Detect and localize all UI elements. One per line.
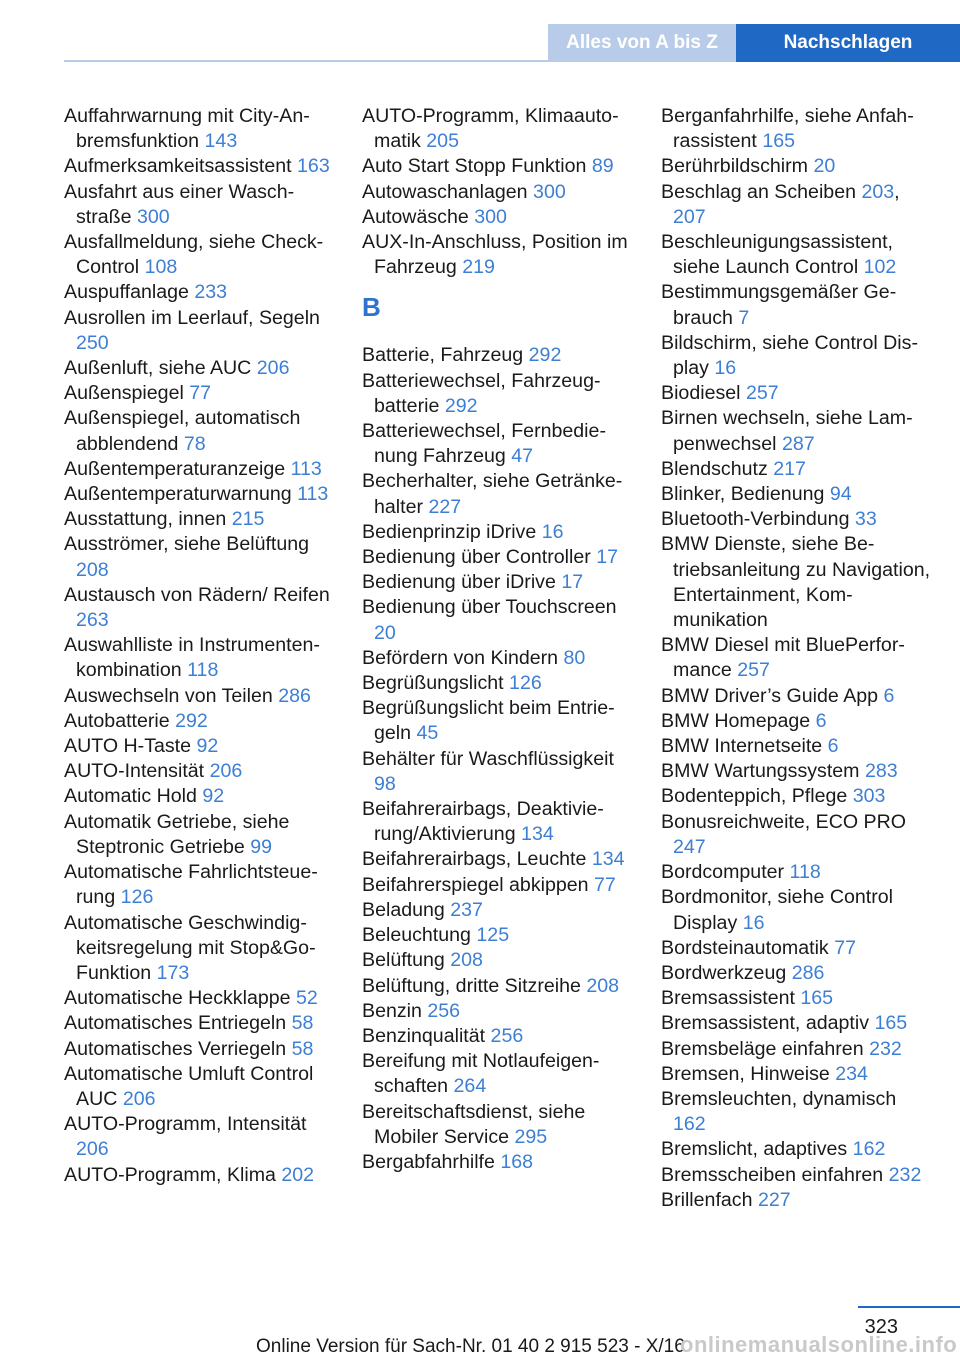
index-entry-term: Ausfahrt aus einer Waschstraße [64,180,295,228]
index-entry-term: BMW Diesel mit BluePerformance [661,634,905,682]
index-entry [661,532,931,633]
index-entry [661,482,931,507]
index-entry [362,873,632,898]
index-entry-term: Bedienung über iDrive [362,571,556,594]
index-entry [362,1100,632,1150]
index-entry-term: Bodenteppich, Pflege [661,785,848,808]
chapter-tab-active[interactable]: Nachschlagen [736,24,960,62]
page-reference-link[interactable]: 300 [533,180,566,203]
page-reference-link[interactable]: 233 [194,281,228,304]
page-reference-link[interactable]: 113 [297,483,329,506]
page-reference-link[interactable]: 283 [864,760,898,783]
index-entry [661,381,931,406]
index-entry-term: Auto Start Stopp Funktion [362,155,587,178]
index-entry-term: Behälter für Waschflüssigkeit [362,747,614,770]
page-reference-link[interactable]: 77 [189,382,212,405]
index-entry [362,948,632,973]
index-entry-term: Automatische Umluft Control AUC [64,1062,314,1110]
index-entry [362,898,632,923]
index-entry [64,1011,334,1036]
page-reference-link[interactable]: 47 [511,445,534,468]
page-reference-link[interactable]: 134 [591,848,625,871]
index-entry [64,280,334,305]
page-reference-link[interactable]: 257 [737,659,770,682]
index-entry-term: Außenluft, siehe AUC [64,357,252,380]
index-entry [64,633,334,683]
index-entry-term: Brillenfach [661,1188,753,1211]
page-reference-link[interactable]: 202 [281,1163,315,1186]
index-entry [661,784,931,809]
page-reference-link[interactable]: 206 [209,760,243,783]
index-entry [64,911,334,987]
index-entry [64,507,334,532]
page-reference-link[interactable]: 286 [791,961,825,984]
page-number: 323 [864,1316,898,1338]
index-entry-term: Automatik Getriebe, siehe Steptronic Getriebe [64,810,290,858]
index-entry [64,784,334,809]
index-entry-term: Auffahrwarnung mit City-Anbremsfunktion [64,105,310,153]
page-reference-link[interactable]: 52 [296,987,318,1010]
index-entry-term: Auswahlliste in Instrumentenkombination [64,634,320,682]
index-entry [661,1137,931,1162]
page-reference-link[interactable]: 126 [509,672,542,695]
index-entry-term: Berganfahrhilfe, siehe Anfahrassistent [661,105,914,153]
index-entry-term: Außenspiegel [64,382,184,405]
index-entry-term: Bordcomputer [661,861,785,884]
page-reference-link[interactable]: 256 [427,999,461,1022]
index-entry-term: Belüftung, dritte Sitzreihe [362,974,581,997]
index-entry-term: Bordwerkzeug [661,961,787,984]
index-entry-term: Bergabfahrhilfe [362,1150,495,1173]
page-reference-link[interactable]: 92 [196,735,219,758]
index-entry [661,1087,931,1137]
index-entry-term: Ausströmer, siehe Belüftung [64,533,310,556]
index-entry-term: Bordsteinautomatik [661,936,829,959]
index-entry [362,797,632,847]
index-entry-term: Automatisches Entriegeln [64,1012,287,1035]
index-entry-term: Birnen wechseln, siehe Lampenwechsel [661,407,913,455]
page-reference-link[interactable]: 203 [861,180,895,203]
index-entry [362,646,632,671]
page-reference-link[interactable]: 256 [490,1024,524,1047]
page-reference-link[interactable]: 227 [757,1188,791,1211]
index-entry-term: Automatic Hold [64,785,197,808]
index-entry-term: BMW Wartungssystem [661,760,860,783]
page-reference-link[interactable]: 6 [815,709,827,732]
index-entry [64,356,334,381]
index-entry [362,230,632,280]
index-entry-term: Bremsassistent [661,987,795,1010]
index-entry [362,469,632,519]
page-reference-link[interactable]: 234 [835,1062,868,1085]
index-entry [661,684,931,709]
page-reference-link[interactable]: 206 [76,1138,109,1161]
page-reference-link[interactable]: 163 [297,155,330,178]
index-entry-term: Becherhalter, siehe Getränkehalter [362,470,623,518]
page-reference-link[interactable]: 77 [834,936,856,959]
index-entry-term: Austausch von Rädern/ Reifen [64,583,330,606]
page-reference-link[interactable]: 16 [541,520,564,543]
index-entry-term: Beifahrerairbags, Deaktivierung/Aktivierung [362,798,604,846]
index-entry: Beschlag an Scheiben 203, 207 [661,180,900,228]
index-entry [64,406,334,456]
page-reference-link[interactable]: 78 [183,432,206,455]
index-entry-term: BMW Dienste, siehe Betriebsanleitung zu Navigation, Entertainment, Kommunikation [661,533,931,632]
page-reference-link[interactable]: 58 [291,1012,314,1035]
index-entry [661,230,931,280]
page-reference-link[interactable]: 17 [596,546,618,569]
page-reference-link[interactable]: 227 [428,495,462,518]
page-reference-link[interactable]: 300 [474,205,507,228]
index-entry [661,154,931,179]
index-entry [64,860,334,910]
index-entry [661,986,931,1011]
page-reference-link[interactable]: 215 [231,508,265,531]
index-entry-term: Batterie, Fahrzeug [362,344,524,367]
index-entry-term: Bonusreichweite, ECO PRO [661,810,907,833]
index-entry-term: Automatische Heckklappe [64,987,291,1010]
page-reference-link[interactable]: 286 [278,684,311,707]
index-entry [661,860,931,885]
index-entry-term: Begrüßungslicht [362,672,504,695]
index-entry [362,923,632,948]
index-entry-term: Batteriewechsel, Fernbedienung Fahrzeug [362,420,606,468]
page-reference-link[interactable]: 250 [76,331,109,354]
index-entry-term: Benzin [362,999,422,1022]
index-entry-term: Automatische Geschwindigkeitsregelung mit Stop&Go-Funktion [64,911,316,984]
index-entry [64,986,334,1011]
index-entry [661,1037,931,1062]
index-entry [362,419,632,469]
index-entry-term: Autowaschanlagen [362,180,528,203]
index-entry [362,1150,632,1175]
index-entry-term: Bestimmungsgemäßer Gebrauch [661,281,897,329]
page-reference-link[interactable]: 94 [829,483,852,506]
index-entry-term: Beschlag an Scheiben [661,180,856,203]
page-reference-link[interactable]: 263 [76,609,109,632]
index-entry [661,885,931,935]
index-entry [362,595,632,645]
index-entry-term: Ausrollen im Leerlauf, Segeln [64,306,320,329]
page-reference-link[interactable]: 207 [673,205,706,228]
page-reference-link[interactable]: 287 [781,432,815,455]
index-entry [362,747,632,797]
index-entry [362,205,632,230]
page-reference-link[interactable]: 208 [76,558,109,581]
index-entry-term: Aufmerksamkeitsassistent [64,155,292,178]
index-entry [362,154,632,179]
page-reference-link[interactable]: 33 [854,508,877,531]
page-reference-link[interactable]: 77 [594,873,616,896]
page-reference-link[interactable]: 264 [453,1075,487,1098]
page-reference-link[interactable]: 6 [827,735,839,758]
page-reference-link[interactable]: 162 [673,1113,706,1136]
index-entry-term: Bereitschaftsdienst, siehe Mobiler Service [362,1100,586,1148]
index-entry-term: Außenspiegel, automatisch abblendend [64,407,301,455]
page-reference-link[interactable]: 20 [374,621,396,644]
index-entry-term: Bremsassistent, adaptiv [661,1012,870,1035]
index-entry [661,759,931,784]
page-reference-link[interactable]: 292 [528,344,562,367]
page-reference-link[interactable]: 162 [852,1138,886,1161]
index-entry-term: Benzinqualität [362,1024,486,1047]
index-entry [661,104,931,154]
page-reference-link[interactable]: 58 [291,1037,314,1060]
page-reference-link[interactable]: 118 [789,861,821,884]
page-reference-link[interactable]: 165 [874,1012,908,1035]
index-entry [661,1163,931,1188]
letter-heading: B [362,292,381,323]
index-entry [362,696,632,746]
page-reference-link[interactable]: 208 [450,949,483,972]
index-entry-term: Berührbildschirm [661,155,809,178]
index-entry-term: Bremsscheiben einfahren [661,1163,884,1186]
page-reference-link[interactable]: 217 [773,457,806,480]
index-entry [64,810,334,860]
page-reference-link[interactable]: 6 [883,684,895,707]
index-entry-term: AUTO-Programm, Klima [64,1163,276,1186]
index-column-3 [661,104,931,1213]
index-entry-term: Bedienprinzip iDrive [362,520,537,543]
index-entry [661,961,931,986]
index-entry [661,936,931,961]
page-reference-link[interactable]: 295 [514,1125,548,1148]
index-entry-term: Bordmonitor, siehe Control Display [661,886,893,934]
index-entry [362,671,632,696]
index-entry [362,369,632,419]
page-reference-link[interactable]: 165 [762,130,796,153]
page-reference-link[interactable]: 98 [374,772,396,795]
index-entry-term: AUTO-Intensität [64,760,205,783]
index-entry [362,180,632,205]
index-entry [64,381,334,406]
index-entry [64,104,334,154]
index-entry [64,532,334,582]
index-entry-term: Blendschutz [661,457,768,480]
page-reference-link[interactable]: 165 [800,987,834,1010]
index-entry-term: Bereifung mit Notlaufeigenschaften [362,1050,600,1098]
page-reference-link[interactable]: 232 [869,1037,902,1060]
page-reference-link[interactable]: 208 [586,974,620,997]
index-entry-term: BMW Driver’s Guide App [661,684,879,707]
index-entry-term: Blinker, Bedienung [661,483,825,506]
index-entry [661,810,931,860]
index-entry [362,974,632,999]
page-reference-link[interactable]: 102 [863,256,897,279]
index-entry [64,482,334,507]
index-column-2 [362,104,632,1175]
index-entry-term: Autobatterie [64,709,170,732]
watermark: onlinemanualsonline.info [680,1332,958,1357]
index-entry [362,520,632,545]
index-entry [661,280,931,330]
index-entry-term: Belüftung [362,949,445,972]
index-entry [661,1188,931,1213]
index-entry-term: Automatisches Verriegeln [64,1037,287,1060]
index-entry [661,734,931,759]
page-reference-link[interactable]: 247 [673,835,706,858]
index-entry [661,331,931,381]
index-entry [64,709,334,734]
index-entry [661,709,931,734]
page-reference-link[interactable]: 113 [290,457,322,480]
index-entry-term: BMW Internetseite [661,735,823,758]
page-reference-link[interactable]: 108 [144,256,178,279]
index-entry-term: Außentemperaturanzeige [64,457,286,480]
page-reference-link[interactable]: 125 [476,924,510,947]
index-entry-term: Auspuffanlage [64,281,189,304]
index-entry [64,583,334,633]
index-entry-term: Beifahrerspiegel abkippen [362,873,589,896]
index-entry [661,507,931,532]
page-reference-link[interactable]: 168 [500,1150,534,1173]
page-reference-link[interactable]: 173 [156,961,190,984]
index-entry [64,1062,334,1112]
footer-rule [858,1306,960,1308]
index-entry-term: AUTO H-Taste [64,735,192,758]
index-entry-term: Außentemperaturwarnung [64,483,292,506]
section-tab[interactable]: Alles von A bis Z [548,24,736,62]
index-entry [661,1062,931,1087]
index-entry-term: Befördern von Kindern [362,646,559,669]
page-reference-link[interactable]: 118 [187,659,219,682]
index-entry-term: Beifahrerairbags, Leuchte [362,848,587,871]
index-entry [362,1049,632,1099]
index-entry [64,180,334,230]
page-reference-link[interactable]: 80 [563,646,586,669]
index-entry-term: Ausstattung, innen [64,508,227,531]
index-entry [64,306,334,356]
page-reference-link[interactable]: 16 [714,357,737,380]
index-entry [64,684,334,709]
index-entry [362,104,632,154]
index-entry [362,343,632,368]
index-entry [661,1011,931,1036]
page-reference-link[interactable]: 206 [122,1087,156,1110]
page-reference-link[interactable]: 232 [888,1163,922,1186]
index-entry [64,1112,334,1162]
page-reference-link[interactable]: 143 [204,130,238,153]
index-entry-term: Biodiesel [661,382,741,405]
index-entry-term: Beschleunigungsassistent, siehe Launch Control [661,231,894,279]
index-entry [64,734,334,759]
index-entry [362,570,632,595]
index-entry-term: Autowäsche [362,205,469,228]
index-entry [64,457,334,482]
page-reference-link[interactable]: 292 [444,394,478,417]
index-entry-term: Bedienung über Touchscreen [362,596,617,619]
index-entry-term: Automatische Fahrlichtsteuerung [64,861,318,909]
index-entry-term: Bildschirm, siehe Control Display [661,331,918,380]
page-reference-link[interactable]: 134 [521,823,554,846]
page-reference-link[interactable]: 206 [256,357,290,380]
page-reference-link[interactable]: 126 [120,886,154,909]
page-reference-link[interactable]: 92 [202,785,225,808]
index-entry [64,230,334,280]
index-entry [661,457,931,482]
index-entry [64,1163,334,1188]
index-entry-term: Bremslicht, adaptives [661,1138,848,1161]
index-entry-term: Ausfallmeldung, siehe Check-Control [64,231,324,279]
index-entry [661,633,931,683]
page-reference-link[interactable]: 237 [450,898,483,921]
index-entry-term: AUTO-Programm, Intensität [64,1113,307,1136]
index-entry-term: Bedienung über Controller [362,546,591,569]
index-entry-term: Beleuchtung [362,924,471,947]
index-entry-term: Bremsbeläge einfahren [661,1037,864,1060]
index-entry-term: Bluetooth-Verbindung [661,508,850,531]
index-entry-term: AUX-In-Anschluss, Position im Fahrzeug [362,231,628,279]
page-reference-link[interactable]: 292 [175,709,208,732]
index-entry [362,999,632,1024]
index-entry [362,1024,632,1049]
index-entry-term: AUTO-Programm, Klimaautomatik [362,105,619,153]
page-reference-link[interactable]: 45 [416,722,439,745]
index-entry [362,545,632,570]
index-entry-term: Bremsen, Hinweise [661,1062,830,1085]
index-entry-term: Auswechseln von Teilen [64,684,273,707]
page-reference-link[interactable]: 99 [250,835,273,858]
index-entry-term: Beladung [362,898,445,921]
page-reference-link[interactable]: 20 [813,155,836,178]
page-reference-link[interactable]: 205 [426,130,459,153]
index-entry [661,406,931,456]
index-entry [64,759,334,784]
page-reference-link[interactable]: 303 [852,785,886,808]
page-reference-link[interactable]: 7 [738,306,750,329]
index-entry-term: Begrüßungslicht beim Entriegeln [362,697,615,745]
online-version-note: Online Version für Sach-Nr. 01 40 2 915 523 - X/16 [256,1336,685,1357]
page-reference-link[interactable]: 300 [136,205,170,228]
index-entry-term: Batteriewechsel, Fahrzeugbatterie [362,369,601,417]
index-entry [64,154,334,179]
index-entry [362,847,632,872]
index-entry [64,1037,334,1062]
page-reference-link[interactable]: 89 [591,155,614,178]
page-reference-link[interactable]: 257 [745,382,779,405]
index-column-1 [64,104,334,1188]
page-reference-link[interactable]: 219 [462,256,495,279]
index-entry-term: BMW Homepage [661,709,811,732]
index-entry-term: Bremsleuchten, dynamisch [661,1087,897,1110]
page-reference-link[interactable]: 16 [742,911,765,934]
page-reference-link[interactable]: 17 [561,571,584,594]
